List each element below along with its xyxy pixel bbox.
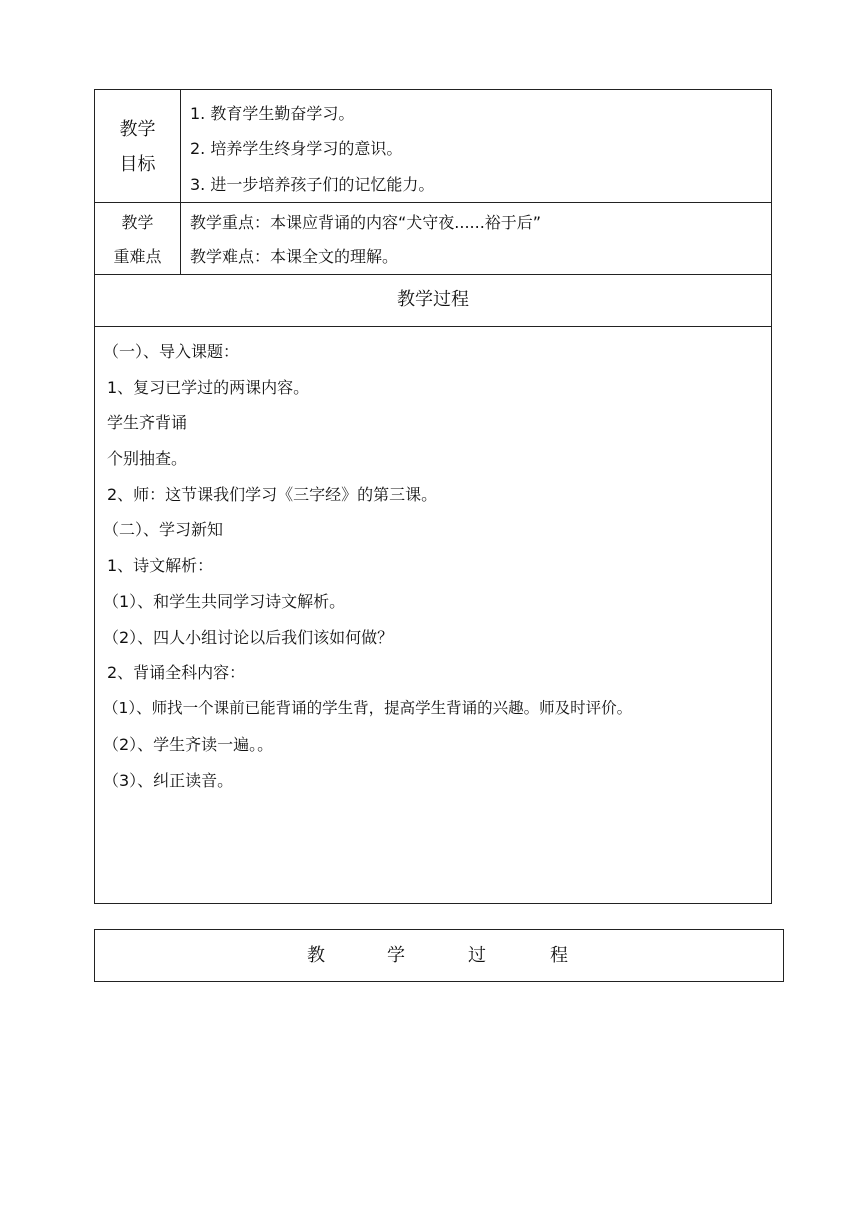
process-line: （3）、纠正读音。 [103,771,234,790]
process-line: 2、师：这节课我们学习《三字经》的第三课。 [107,485,438,504]
difficulty-text: 教学难点：本课全文的理解。 [190,247,399,266]
process-line: 1、诗文解析： [107,556,214,575]
row-divider [95,326,771,327]
process-line: 2、背诵全科内容： [107,663,246,682]
process-line: （一）、导入课题： [103,342,240,361]
process-line: 学生齐背诵 [107,413,188,432]
row-divider [95,274,771,275]
lesson-plan-table [94,89,772,904]
keypoints-label-line1: 教学 [121,213,154,232]
process-line: 个别抽查。 [107,449,188,468]
objective-item: 3. 进一步培养孩子们的记忆能力。 [190,175,435,194]
row-divider [95,202,771,203]
process-line: （2）、四人小组讨论以后我们该如何做？ [103,628,394,647]
key-point-text: 教学重点：本课应背诵的内容“犬守夜......裕于后” [190,213,542,232]
footer-heading-char: 教 [307,945,325,966]
footer-heading-char: 程 [550,945,568,966]
objective-item: 1. 教育学生勤奋学习。 [190,104,355,123]
objective-item: 2. 培养学生终身学习的意识。 [190,139,403,158]
footer-heading-table [94,929,784,982]
objectives-label-line2: 目标 [119,154,156,175]
process-heading: 教学过程 [397,289,469,310]
footer-heading-char: 学 [387,945,405,966]
process-line: 1、复习已学过的两课内容。 [107,378,310,397]
process-line: （二）、学习新知 [103,520,224,539]
process-line: （2）、学生齐读一遍。。 [103,735,274,754]
column-divider [180,90,181,274]
footer-heading-char: 过 [468,945,486,966]
process-line: （1）、和学生共同学习诗文解析。 [103,592,346,611]
keypoints-label-line2: 重难点 [113,247,162,266]
process-line: （1）、师找一个课前已能背诵的学生背，提高学生背诵的兴趣。师及时评价。 [103,699,633,717]
objectives-label-line1: 教学 [119,119,156,140]
